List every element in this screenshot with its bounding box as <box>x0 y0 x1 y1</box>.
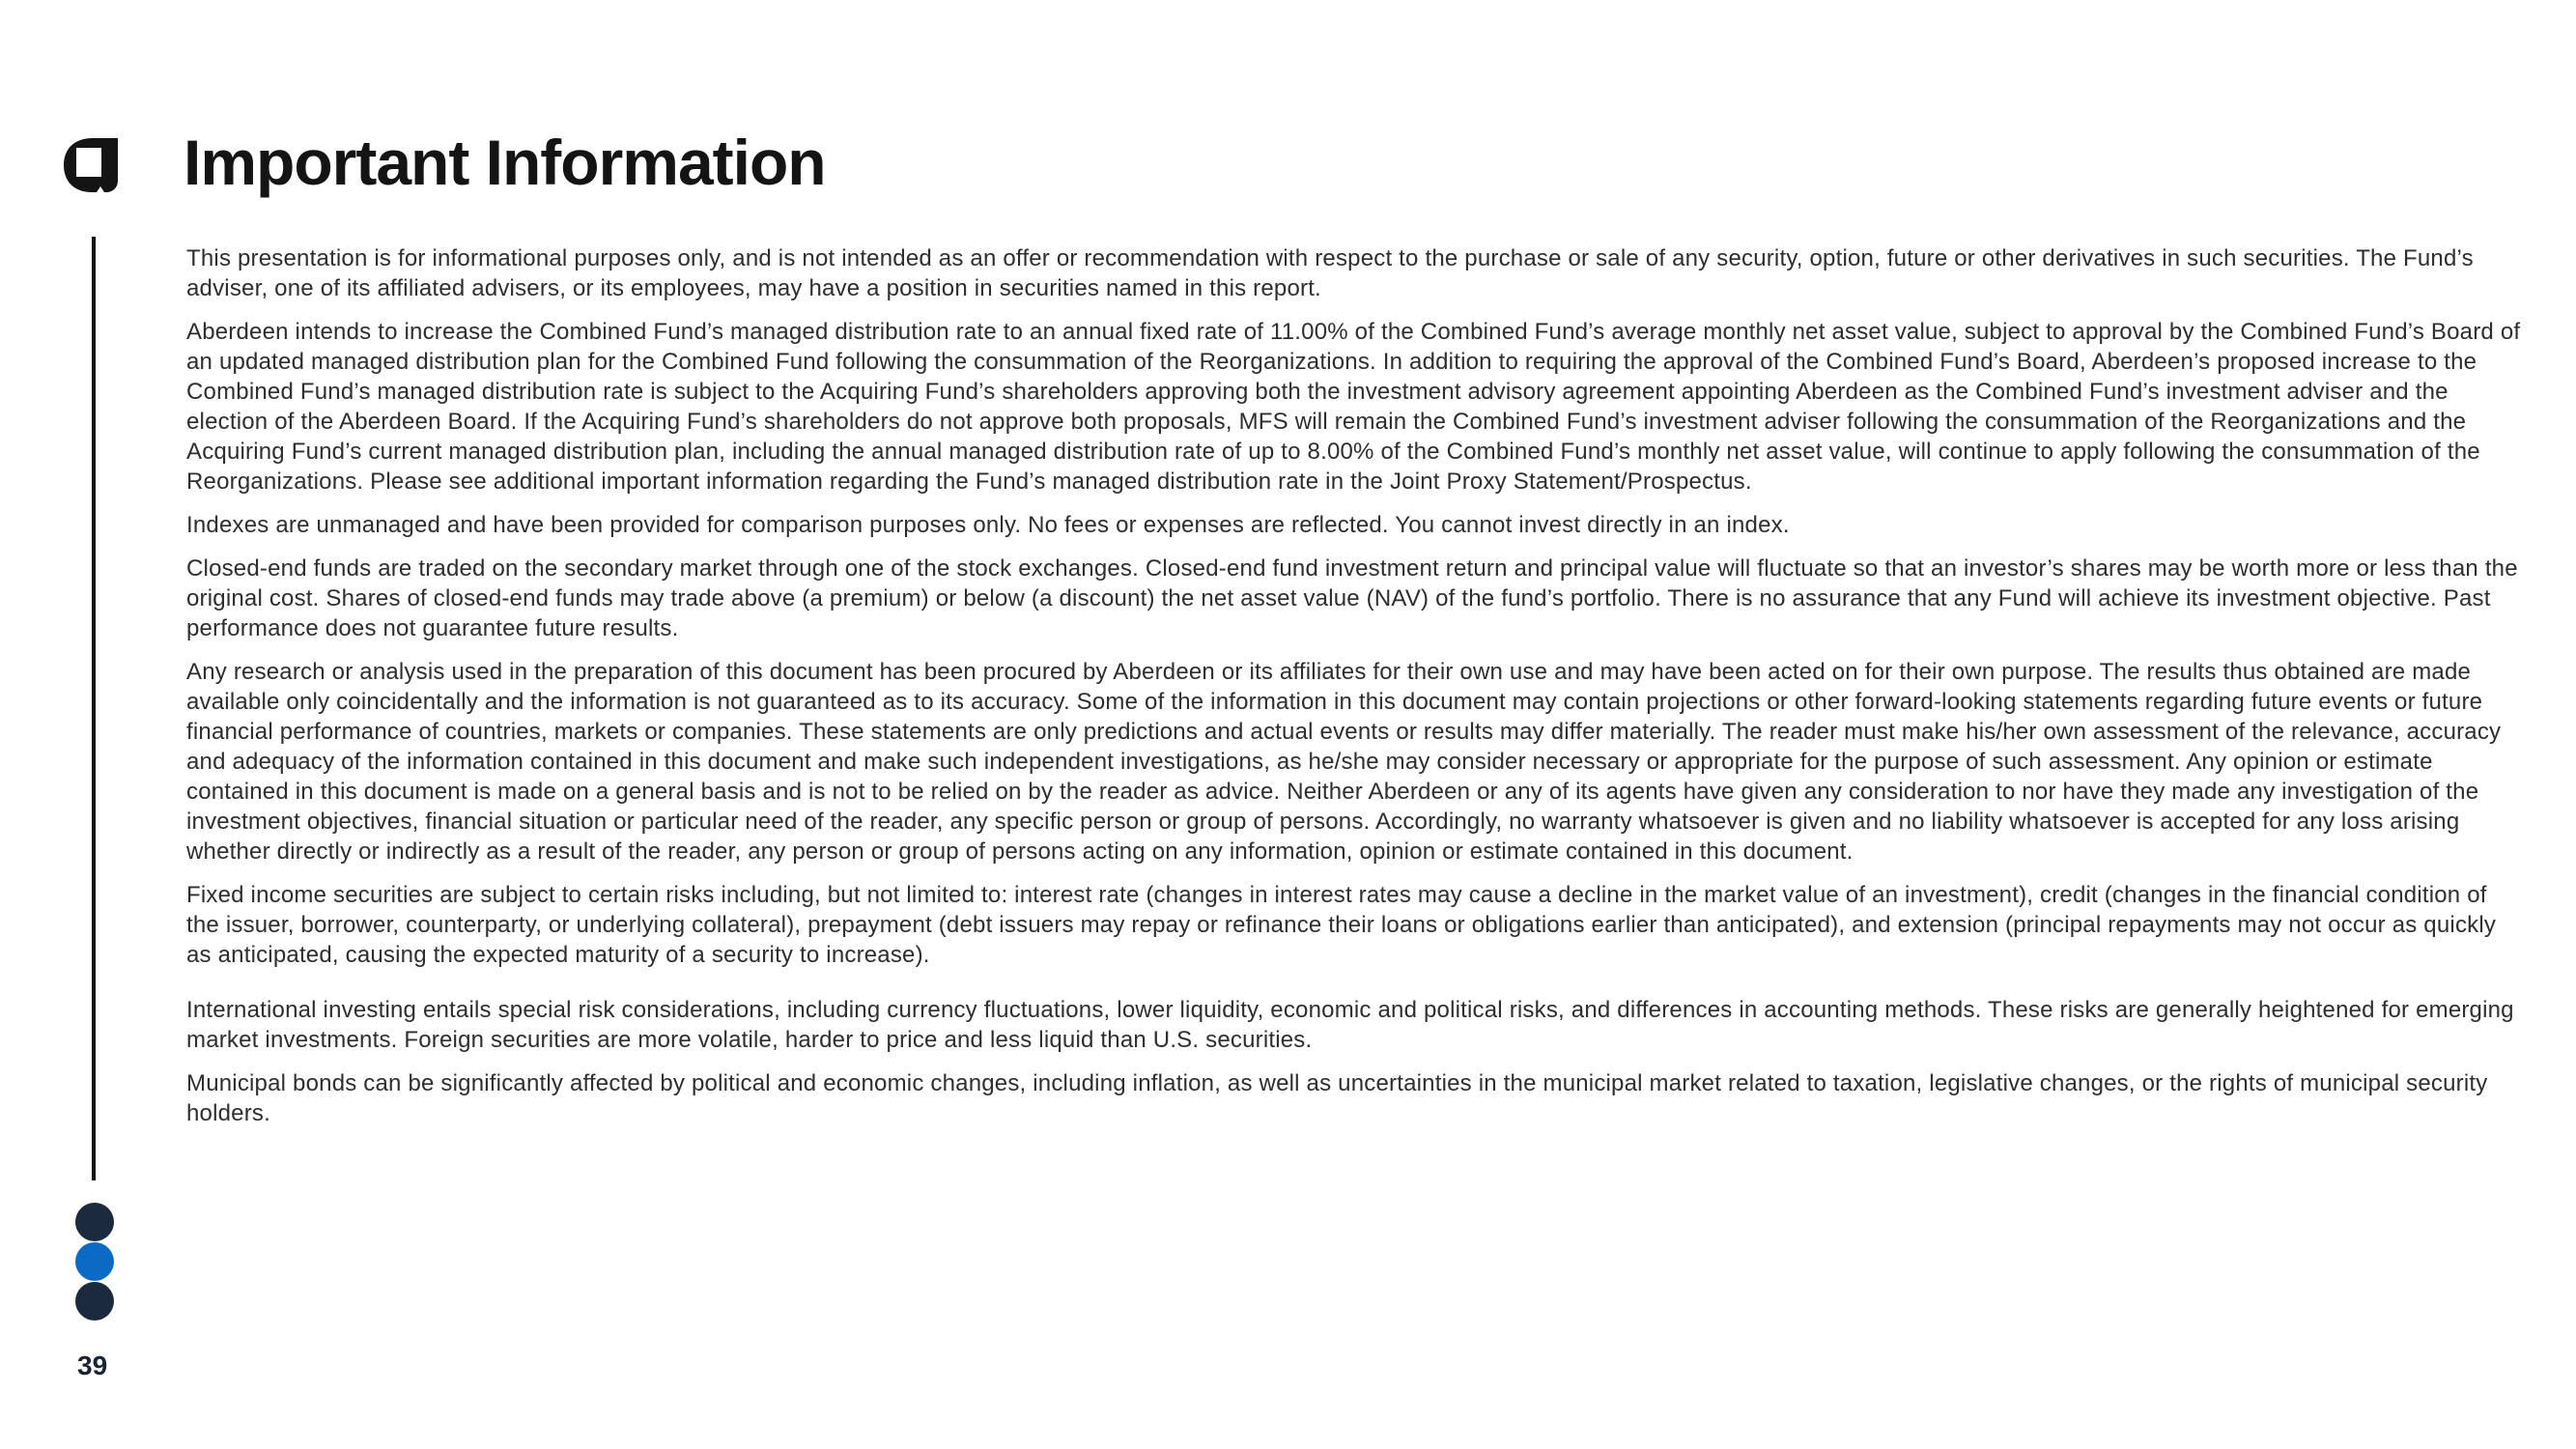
disclaimer-paragraph: This presentation is for informational purposes only, and is not intended as an offer or recommendation with respect to the purchase or sale of any security, option, future or other derivatives in such securities. The Fund’s adviser, one of its affiliated advisers, or its employees, may have a position in securities named in this report. <box>186 245 2474 301</box>
disclaimer-paragraph: Fixed income securities are subject to certain risks including, but not limited to: interest rate (changes in interest rates may cause a decline in the market value of an investment), credit (changes in the financial condition of the issuer, borrower, counterparty, or underlying collateral), prepayment (debt issuers may repay or refinance their loans or obligations earlier than anticipated), and extension (principal repayments may not occur as quickly as anticipated, causing the expected maturity of a security to increase). <box>186 882 2497 968</box>
disclaimer-text-block <box>186 243 2524 1142</box>
disclaimer-paragraph: Indexes are unmanaged and have been provided for comparison purposes only. No fees or expenses are reflected. You cannot invest directly in an index. <box>186 512 1790 538</box>
disclaimer-paragraph: Municipal bonds can be significantly affected by political and economic changes, including inflation, as well as uncertainties in the municipal market related to taxation, legislative changes, or the rights of municipal security holders. <box>186 1070 2488 1126</box>
disclaimer-paragraph: Aberdeen intends to increase the Combined Fund’s managed distribution rate to an annual fixed rate of 11.00% of the Combined Fund’s average monthly net asset value, subject to approval by the Combined Fund’s Board of an updated managed distribution plan for the Combined Fund following the consummation of the Reorganizations. In addition to requiring the approval of the Combined Fund’s Board, Aberdeen’s proposed increase to the Combined Fund’s managed distribution rate is subject to the Acquiring Fund’s shareholders approving both the investment advisory agreement appointing Aberdeen as the Combined Fund’s investment adviser and the election of the Aberdeen Board. If the Acquiring Fund’s shareholders do not approve both proposals, MFS will remain the Combined Fund’s investment adviser following the consummation of the Reorganizations and the Acquiring Fund’s current managed distribution plan, including the annual managed distribution rate of up to 8.00% of the Combined Fund’s monthly net asset value, will continue to apply following the consummation of the Reorganizations. Please see additional important information regarding the Fund’s managed distribution rate in the Joint Proxy Statement/Prospectus. <box>186 319 2521 495</box>
aberdeen-logo-icon <box>61 136 121 194</box>
dot-navy-icon <box>75 1203 114 1241</box>
dot-blue-icon <box>75 1242 114 1281</box>
disclaimer-paragraph: Closed-end funds are traded on the secondary market through one of the stock exchanges. Closed-end fund investment return and principal value will fluctuate so that an investor’s shares may be worth more or less than the original cost. Shares of closed-end funds may trade above (a premium) or below (a discount) the net asset value (NAV) of the fund’s portfolio. There is no assurance that any Fund will achieve its investment objective. Past performance does not guarantee future results. <box>186 555 2518 641</box>
disclaimer-paragraph: Any research or analysis used in the preparation of this document has been procured by Aberdeen or its affiliates for their own use and may have been acted on for their own purpose. The results thus obtained are made available only coincidentally and the information is not guaranteed as to its accuracy. Some of the information in this document may contain projections or other forward-looking statements regarding future events or future financial performance of countries, markets or companies. These statements are only predictions and actual events or results may differ materially. The reader must make his/her own assessment of the relevance, accuracy and adequacy of the information contained in this document and make such independent investigations, as he/she may consider necessary or appropriate for the purpose of such assessment. Any opinion or estimate contained in this document is made on a general basis and is not to be relied on by the reader as advice. Neither Aberdeen or any of its agents have given any consideration to nor have they made any investigation of the investment objectives, financial situation or particular need of the reader, any specific person or group of persons. Accordingly, no warranty whatsoever is given and no liability whatsoever is accepted for any loss arising whether directly or indirectly as a result of the reader, any person or group of persons acting on any information, opinion or estimate contained in this document. <box>186 659 2502 865</box>
dot-navy-icon <box>75 1282 114 1321</box>
page-number: 39 <box>77 1350 108 1380</box>
disclaimer-paragraph: International investing entails special risk considerations, including currency fluctuations, lower liquidity, economic and political risks, and differences in accounting methods. These risks are generally heightened for emerging market investments. Foreign securities are more volatile, harder to price and less liquid than U.S. securities. <box>186 997 2514 1053</box>
brand-dots <box>75 1203 114 1321</box>
vertical-divider <box>92 237 96 1180</box>
page-title: Important Information <box>184 127 826 198</box>
